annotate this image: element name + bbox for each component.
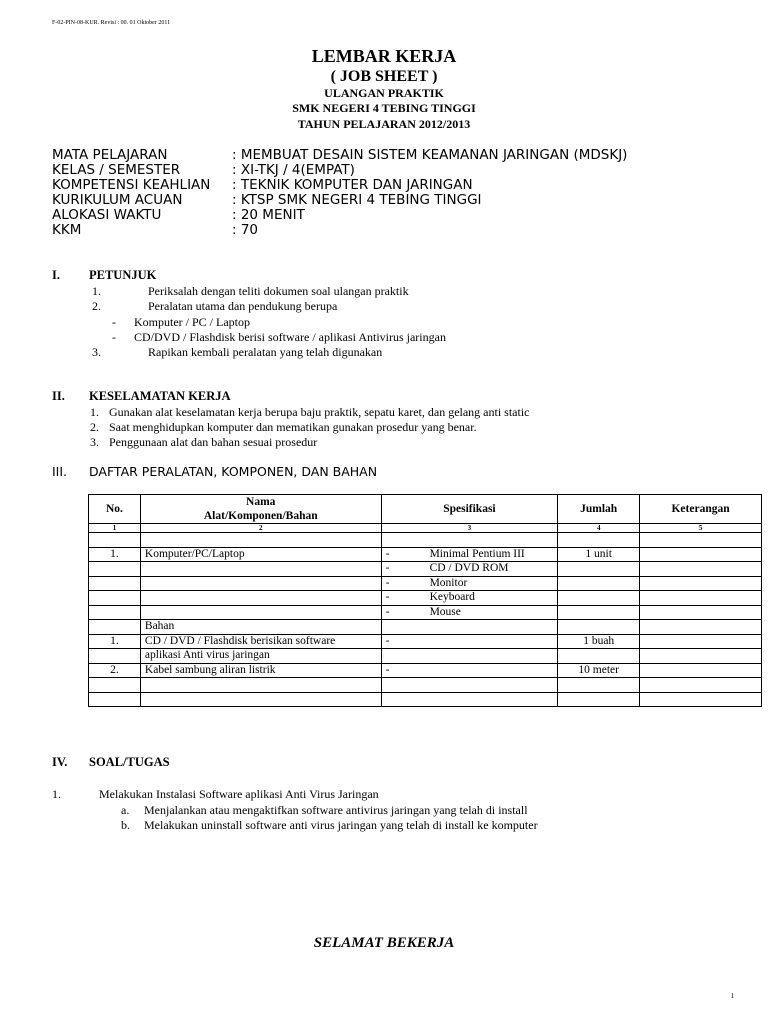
list-number: 3.	[90, 435, 99, 449]
index-cell: 2	[140, 524, 381, 533]
exam-type: ULANGAN PRAKTIK	[324, 86, 444, 100]
header-keterangan: Keterangan	[640, 495, 762, 524]
cell-nama	[140, 562, 381, 577]
cell-keterangan	[640, 562, 762, 577]
task-text: Melakukan Instalasi Software aplikasi Anti Virus Jaringan	[99, 787, 379, 801]
cell-jumlah	[558, 620, 640, 635]
cell-jumlah	[558, 562, 640, 577]
info-label: ALOKASI WAKTU	[52, 207, 162, 223]
info-label: KURIKULUM ACUAN	[52, 192, 183, 208]
table-header-row	[89, 495, 762, 524]
cell-jumlah	[558, 576, 640, 591]
cell-nama	[140, 591, 381, 606]
cell-keterangan	[640, 634, 762, 649]
index-cell: 5	[640, 524, 762, 533]
cell-keterangan	[640, 692, 762, 707]
cell-jumlah	[558, 678, 640, 693]
header-nama-line1: Nama	[246, 496, 276, 508]
cell-no	[89, 678, 141, 693]
cell-jumlah: 1 buah	[558, 634, 640, 649]
info-row	[0, 177, 768, 193]
spec-dash: -	[385, 663, 390, 676]
index-cell: 4	[558, 524, 640, 533]
cell-nama: aplikasi Anti virus jaringan	[140, 649, 381, 664]
document-subtitle: ( JOB SHEET )	[330, 68, 438, 85]
list-item: Periksalah dengan teliti dokumen soal ulangan praktik	[148, 284, 409, 298]
cell-keterangan	[640, 591, 762, 606]
spec-text: Minimal Pentium III	[429, 547, 525, 560]
task-number: 1.	[52, 787, 61, 801]
cell-no	[89, 533, 141, 548]
section-number: IV.	[52, 755, 68, 769]
spec-dash: -	[385, 562, 390, 574]
list-number: 3.	[92, 345, 101, 359]
cell-no	[89, 605, 141, 620]
spec-text: Keyboard	[429, 591, 475, 603]
table-row	[89, 591, 762, 606]
info-value: : 20 MENIT	[232, 207, 305, 223]
section-title: PETUNJUK	[89, 268, 157, 282]
table-row	[89, 634, 762, 649]
cell-spesifikasi	[381, 547, 558, 562]
info-row	[0, 147, 768, 163]
cell-nama: Bahan	[140, 620, 381, 635]
cell-spesifikasi	[381, 533, 558, 548]
cell-keterangan	[640, 620, 762, 635]
cell-spesifikasi	[381, 620, 558, 635]
page-number: 1	[730, 992, 734, 1000]
index-cell: 1	[89, 524, 141, 533]
cell-spesifikasi	[381, 562, 558, 577]
section-number: II.	[52, 389, 65, 403]
spec-text: Mouse	[429, 605, 461, 618]
table-row	[89, 678, 762, 693]
form-code: F-02-PIN-08-KUR. Revisi : 00. 01 Oktober 2011	[52, 20, 171, 26]
index-cell: 3	[381, 524, 558, 533]
info-row	[0, 207, 768, 223]
academic-year: TAHUN PELAJARAN 2012/2013	[297, 117, 471, 131]
list-number: 1.	[90, 405, 99, 419]
table-row	[89, 533, 762, 548]
section-number: III.	[52, 464, 68, 479]
cell-nama	[140, 576, 381, 591]
cell-jumlah	[558, 591, 640, 606]
cell-nama	[140, 678, 381, 693]
spec-text: CD / DVD ROM	[429, 562, 509, 574]
info-label: KOMPETENSI KEAHLIAN	[52, 177, 211, 193]
table-row	[89, 547, 762, 562]
spec-dash: -	[385, 576, 390, 589]
info-value: : XI-TKJ / 4(EMPAT)	[232, 162, 355, 178]
cell-nama	[140, 692, 381, 707]
cell-spesifikasi	[381, 663, 558, 678]
document-title: LEMBAR KERJA	[311, 46, 457, 66]
cell-spesifikasi	[381, 678, 558, 693]
table-row	[89, 576, 762, 591]
table-row	[89, 562, 762, 577]
cell-no	[89, 576, 141, 591]
cell-jumlah	[558, 605, 640, 620]
subtask-text: Menjalankan atau mengaktifkan software antivirus jaringan yang telah di install	[144, 803, 528, 817]
section-title: DAFTAR PERALATAN, KOMPONEN, DAN BAHAN	[89, 464, 378, 479]
cell-keterangan	[640, 533, 762, 548]
list-item: Peralatan utama dan pendukung berupa	[148, 299, 338, 313]
cell-jumlah	[558, 692, 640, 707]
cell-jumlah: 1 unit	[558, 547, 640, 562]
cell-spesifikasi	[381, 576, 558, 591]
info-label: KKM	[52, 222, 82, 238]
cell-no: 1.	[89, 634, 141, 649]
info-label: MATA PELAJARAN	[52, 147, 168, 163]
list-item: Gunakan alat keselamatan kerja berupa baju praktik, sepatu karet, dan gelang anti static	[109, 405, 530, 419]
cell-no	[89, 649, 141, 664]
list-bullet: -	[112, 330, 116, 344]
header-no: No.	[89, 495, 141, 524]
cell-jumlah: 10 meter	[558, 663, 640, 678]
cell-spesifikasi	[381, 591, 558, 606]
list-item: Rapikan kembali peralatan yang telah digunakan	[148, 345, 383, 359]
cell-no	[89, 692, 141, 707]
cell-spesifikasi	[381, 634, 558, 649]
info-row	[0, 192, 768, 208]
spec-dash: -	[385, 591, 390, 603]
cell-spesifikasi	[381, 605, 558, 620]
header-jumlah: Jumlah	[558, 495, 640, 524]
spec-dash: -	[385, 605, 390, 618]
school-name: SMK NEGERI 4 TEBING TINGGI	[292, 101, 476, 115]
spec-text: Monitor	[429, 576, 468, 589]
list-number: 2.	[92, 299, 101, 313]
closing-text: SELAMAT BEKERJA	[313, 935, 455, 951]
table-row	[89, 605, 762, 620]
cell-jumlah	[558, 649, 640, 664]
cell-no	[89, 591, 141, 606]
info-value: : KTSP SMK NEGERI 4 TEBING TINGGI	[232, 192, 482, 208]
table-row	[89, 692, 762, 707]
info-row	[0, 162, 768, 178]
cell-no: 1.	[89, 547, 141, 562]
section-title: KESELAMATAN KERJA	[89, 389, 231, 403]
list-number: 1.	[92, 284, 101, 298]
list-number: 2.	[90, 420, 99, 434]
list-item: CD/DVD / Flashdisk berisi software / aplikasi Antivirus jaringan	[134, 330, 446, 344]
subtask-letter: b.	[121, 818, 130, 832]
header-nama-line2: Alat/Komponen/Bahan	[203, 510, 318, 522]
header-spesifikasi: Spesifikasi	[381, 495, 558, 524]
spec-dash: -	[385, 547, 390, 560]
cell-no	[89, 620, 141, 635]
cell-keterangan	[640, 576, 762, 591]
info-label: KELAS / SEMESTER	[52, 162, 181, 178]
cell-no: 2.	[89, 663, 141, 678]
equipment-table	[88, 494, 762, 707]
subtask-letter: a.	[121, 803, 130, 817]
list-item: Komputer / PC / Laptop	[134, 315, 250, 329]
table-row	[89, 620, 762, 635]
cell-nama: Komputer/PC/Laptop	[140, 547, 381, 562]
cell-keterangan	[640, 547, 762, 562]
table-row	[89, 663, 762, 678]
cell-jumlah	[558, 533, 640, 548]
cell-keterangan	[640, 649, 762, 664]
info-value: : 70	[232, 222, 259, 238]
list-item: Saat menghidupkan komputer dan mematikan gunakan prosedur yang benar.	[109, 420, 477, 434]
cell-keterangan	[640, 663, 762, 678]
cell-no	[89, 562, 141, 577]
cell-keterangan	[640, 678, 762, 693]
info-value: : MEMBUAT DESAIN SISTEM KEAMANAN JARINGAN (MDSKJ)	[232, 147, 628, 163]
cell-nama	[140, 533, 381, 548]
list-bullet: -	[112, 315, 116, 329]
cell-spesifikasi	[381, 649, 558, 664]
info-row	[0, 222, 768, 238]
cell-nama	[140, 605, 381, 620]
subtask-text: Melakukan uninstall software anti virus jaringan yang telah di install ke komputer	[144, 818, 538, 832]
table-body	[89, 533, 762, 707]
info-value: : TEKNIK KOMPUTER DAN JARINGAN	[232, 177, 473, 193]
table-row	[89, 649, 762, 664]
list-item: Penggunaan alat dan bahan sesuai prosedur	[109, 435, 318, 449]
cell-nama: Kabel sambung aliran listrik	[140, 663, 381, 678]
table-index-row	[89, 524, 762, 533]
section-title: SOAL/TUGAS	[89, 755, 170, 769]
spec-dash: -	[385, 634, 390, 647]
cell-nama: CD / DVD / Flashdisk berisikan software	[140, 634, 381, 649]
header-nama	[140, 495, 381, 524]
section-number: I.	[52, 268, 60, 282]
cell-keterangan	[640, 605, 762, 620]
cell-spesifikasi	[381, 692, 558, 707]
